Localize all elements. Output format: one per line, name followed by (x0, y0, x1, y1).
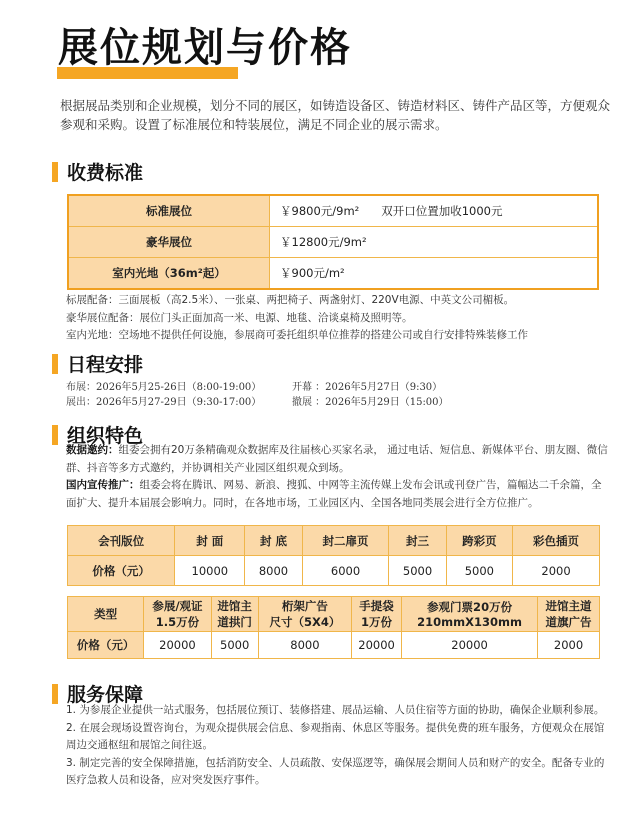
table-cell: 8000 (245, 556, 302, 586)
section-title: 日程安排 (67, 354, 144, 376)
note-line: 豪华展位配备：展位门头正面加高一米、电源、地毯、洽谈桌椅及照明等。 (66, 311, 413, 324)
org-label: 国内宣传推广： (66, 479, 140, 491)
schedule-item: 撤展 ：2026年5月29日（15:00） (292, 397, 449, 408)
section-title: 组织特色 (67, 425, 144, 447)
table-cell: 价格（元） (68, 556, 175, 586)
table-header-cell: 类型 (68, 597, 144, 632)
intro-paragraph: 根据展品类别和企业规模，划分不同的展区，如铸造设备区、铸造材料区、铸件产品区等，方便观众参观和采购。设置了标准展位和特装展位，满足不同企业的展示需求。 (60, 98, 611, 132)
table-cell: 2000 (538, 632, 600, 659)
schedule-item: 开幕 ：2026年5月27日（9:30） (292, 382, 443, 393)
list-item: 3. 制定完善的安全保障措施，包括消防安全、人员疏散、安保巡逻等，确保展会期间人员和财产的安全。配备专业的医疗急救人员和设备，应对突发医疗事件。 (66, 756, 605, 786)
table-header-cell: 进馆主道 道旗广告 (538, 597, 600, 632)
schedule-row (66, 380, 449, 395)
org-text: 组委会拥有20万条精确观众数据库及往届核心买家名录， 通过电话、短信息、新媒体平台、朋友圈、微信群、抖音等多方式邀约，并协调相关产业园区组织观众到场。 (66, 444, 608, 474)
section-schedule-heading (52, 350, 143, 377)
table-header-cell: 桁架广告 尺寸（5X4） (258, 597, 351, 632)
table-header-cell: 彩色插页 (513, 526, 600, 556)
table-cell: 5000 (211, 632, 258, 659)
table-header-cell: 封 面 (175, 526, 245, 556)
table-cell: 8000 (258, 632, 351, 659)
table-cell: 5000 (389, 556, 446, 586)
section-title: 收费标准 (67, 162, 144, 184)
table-header-cell: 参观门票20万份 210mmX130mm (402, 597, 538, 632)
table-cell: 6000 (302, 556, 389, 586)
list-item: 1. 为参展企业提供一站式服务，包括展位预订、装修搭建、展品运输、人员住宿等方面的协助，确保企业顺利参展。 (66, 704, 605, 716)
onsite-ad-table (67, 596, 600, 659)
schedule-item: 布展：2026年5月25-26日（8:00-19:00） (66, 382, 262, 393)
table-header-cell: 手提袋 1万份 (352, 597, 402, 632)
table-cell: 价格（元） (68, 632, 144, 659)
org-text: 组委会将在腾讯、网易、新浪、搜狐、中网等主流传媒上发布会讯或刊登广告，篇幅达二千余篇，全面扩大、提升本届展会影响力。同时，在各地市场，工业园区内、全国各地同类展会进行全方位推广。 (66, 479, 602, 509)
table-cell: 5000 (446, 556, 512, 586)
list-item: 2. 在展会现场设置咨询台，为观众提供展会信息、参观指南、休息区等服务。提供免费的班车服务，方便观众在展馆周边交通枢纽和展馆之间往返。 (66, 721, 605, 751)
table-row (68, 227, 598, 258)
table-cell: 20000 (402, 632, 538, 659)
section-fees-heading (52, 158, 143, 185)
fee-label: 标准展位 (68, 195, 270, 227)
fee-value: ￥900元/m² (270, 258, 599, 290)
schedule-list (66, 380, 449, 410)
heading-marker (52, 354, 58, 374)
table-cell: 2000 (513, 556, 600, 586)
service-list (66, 702, 606, 790)
fee-label: 豪华展位 (68, 227, 270, 258)
table-header-cell: 封 底 (245, 526, 302, 556)
note-line: 室内光地：空场地不提供任何设施，参展商可委托组织单位推荐的搭建公司或自行安排特殊装修工作 (66, 329, 528, 341)
schedule-row (66, 395, 449, 410)
schedule-item: 展出：2026年5月27-29日（9:30-17:00） (66, 397, 262, 408)
heading-marker (52, 162, 58, 182)
heading-marker (52, 425, 58, 445)
table-header-cell: 进馆主 道拱门 (211, 597, 258, 632)
table-header-cell: 封三 (389, 526, 446, 556)
org-features (66, 442, 611, 512)
fee-table (67, 194, 599, 290)
note-line: 标展配备：三面展板（高2.5米）、一张桌、两把椅子、两盏射灯、220V电源、中英文公司楣板。 (66, 294, 515, 306)
fee-value: ￥12800元/9m² (270, 227, 599, 258)
page-title: 展位规划与价格 (58, 25, 352, 71)
fee-notes (66, 292, 528, 345)
table-row (68, 556, 600, 586)
table-header-cell: 参展/观证 1.5万份 (144, 597, 211, 632)
table-header-cell: 会刊版位 (68, 526, 175, 556)
table-header-row (68, 597, 600, 632)
org-paragraph (66, 442, 611, 477)
table-header-row (68, 526, 600, 556)
table-row (68, 195, 598, 227)
fee-value: ￥9800元/9m² 双开口位置加收1000元 (270, 195, 599, 227)
heading-marker (52, 684, 58, 704)
table-header-cell: 跨彩页 (446, 526, 512, 556)
table-cell: 10000 (175, 556, 245, 586)
org-paragraph (66, 477, 611, 512)
table-header-cell: 封二扉页 (302, 526, 389, 556)
fee-label: 室内光地（36m²起） (68, 258, 270, 290)
table-row (68, 632, 600, 659)
org-label: 数据邀约： (66, 444, 119, 456)
table-cell: 20000 (352, 632, 402, 659)
table-cell: 20000 (144, 632, 211, 659)
section-title: 服务保障 (67, 684, 144, 706)
catalog-ad-table (67, 525, 600, 586)
table-row (68, 258, 598, 290)
